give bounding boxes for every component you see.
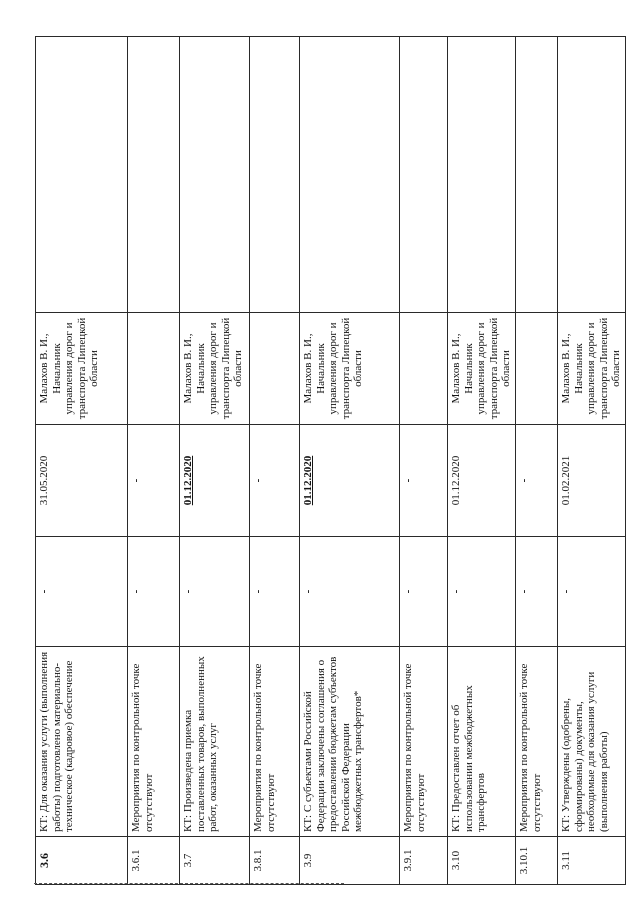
empty-cell [128,37,180,313]
event-name: КТ: Произведена приемка поставленных товаров, выполненных работ, оказанных услуг [180,647,250,837]
row-number: 3.6.1 [128,837,180,885]
responsible: Малахов В. И., Начальник управления дорог и транспорта Липецкой области [36,313,128,425]
event-name: КТ: Утверждены (одобрены, сформированы) документы, необходимые для оказания услуги (выполнения работы) [558,647,626,837]
table-row [250,37,300,885]
empty-cell [448,37,516,313]
start-date: - [180,537,250,647]
rotated-table-container [35,37,620,885]
start-date: - [300,537,400,647]
responsible [400,313,448,425]
event-name: Мероприятия по контрольной точке отсутствуют [250,647,300,837]
row-number: 3.10.1 [516,837,558,885]
empty-cell [36,37,128,313]
responsible [250,313,300,425]
table-row [128,37,180,885]
empty-cell [300,37,400,313]
event-name: КТ: Для оказания услуги (выполнения работы) подготовлено материально-техническое (кадровое) обеспечение [36,647,128,837]
table-row [300,37,400,885]
responsible: Малахов В. И., Начальник управления дорог и транспорта Липецкой области [300,313,400,425]
start-date: - [558,537,626,647]
row-number: 3.7 [180,837,250,885]
end-date: - [400,425,448,537]
start-date: - [448,537,516,647]
end-date: 01.02.2021 [558,425,626,537]
end-date: - [250,425,300,537]
empty-cell [250,37,300,313]
footer-divider [34,883,344,884]
row-number: 3.8.1 [250,837,300,885]
start-date: - [36,537,128,647]
responsible [516,313,558,425]
empty-cell [516,37,558,313]
start-date: - [400,537,448,647]
table-row [180,37,250,885]
event-name: КТ: Предоставлен отчет об использовании межбюджетных трансфертов [448,647,516,837]
table-row [448,37,516,885]
row-number: 3.9.1 [400,837,448,885]
table-row [36,37,128,885]
row-number: 3.9 [300,837,400,885]
start-date: - [250,537,300,647]
end-date: 01.12.2020 [448,425,516,537]
end-date: 01.12.2020 [300,425,400,537]
row-number: 3.10 [448,837,516,885]
end-date: - [128,425,180,537]
plan-table [35,36,626,885]
table-row [400,37,448,885]
event-name: Мероприятия по контрольной точке отсутствуют [128,647,180,837]
empty-cell [180,37,250,313]
event-name: КТ: С субъектами Российской Федерации заключены соглашения о предоставлении бюджетам субъектов Российской Федерации межбюджетных трансфертов* [300,647,400,837]
table-row [516,37,558,885]
empty-cell [400,37,448,313]
responsible: Малахов В. И., Начальник управления дорог и транспорта Липецкой области [448,313,516,425]
responsible: Малахов В. И., Начальник управления дорог и транспорта Липецкой области [180,313,250,425]
event-name: Мероприятия по контрольной точке отсутствуют [400,647,448,837]
responsible: Малахов В. И., Начальник управления дорог и транспорта Липецкой области [558,313,626,425]
end-date: 31.05.2020 [36,425,128,537]
event-name: Мероприятия по контрольной точке отсутствуют [516,647,558,837]
empty-cell [558,37,626,313]
end-date: - [516,425,558,537]
end-date: 01.12.2020 [180,425,250,537]
start-date: - [128,537,180,647]
row-number: 3.6 [36,837,128,885]
table-row [558,37,626,885]
row-number: 3.11 [558,837,626,885]
start-date: - [516,537,558,647]
responsible [128,313,180,425]
